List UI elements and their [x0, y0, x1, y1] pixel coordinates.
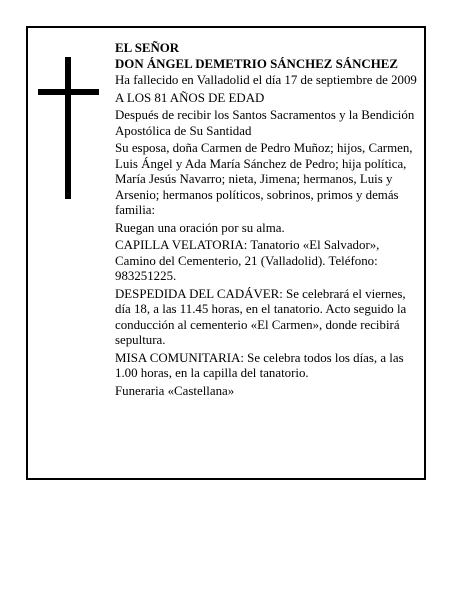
sacraments-paragraph: Después de recibir los Santos Sacramentos y la Bendición Apostólica de Su Santidad: [115, 108, 415, 138]
prayer-paragraph: Ruegan una oración por su alma.: [115, 220, 285, 235]
cross-vertical-bar: [65, 57, 71, 199]
deceased-name: DON ÁNGEL DEMETRIO SÁNCHEZ SÁNCHEZ: [115, 56, 398, 71]
family-paragraph: Su esposa, doña Carmen de Pedro Muñoz; hijos, Carmen, Luis Ángel y Ada María Sánchez de Pedro; hija política, María Jesús Navarro; nieta, Jimena; hermanos, Luis y Arsenio; hermanos políticos, sobrinos, primos y demás familia:: [115, 141, 413, 217]
farewell-paragraph: DESPEDIDA DEL CADÁVER: Se celebrará el viernes, día 18, a las 11.45 horas, en el tanatorio. Acto seguido la conducción al cementerio «El Carmen», donde recibirá sepultura.: [115, 286, 407, 347]
chapel-paragraph: CAPILLA VELATORIA: Tanatorio «El Salvador», Camino del Cementerio, 21 (Valladolid). Teléfono: 983251225.: [115, 238, 380, 283]
cross-icon: [38, 57, 102, 199]
notice-text: [115, 41, 421, 401]
age-paragraph: A LOS 81 AÑOS DE EDAD: [115, 90, 265, 105]
notice-title: EL SEÑOR: [115, 41, 180, 55]
cross-horizontal-bar: [38, 89, 99, 95]
funeral-home-paragraph: Funeraria «Castellana»: [115, 383, 235, 398]
obituary-notice: [26, 26, 426, 480]
death-date-paragraph: Ha fallecido en Valladolid el día 17 de septiembre de 2009: [115, 73, 417, 87]
mass-paragraph: MISA COMUNITARIA: Se celebra todos los días, a las 1.00 horas, en la capilla del tanatorio.: [115, 350, 404, 380]
